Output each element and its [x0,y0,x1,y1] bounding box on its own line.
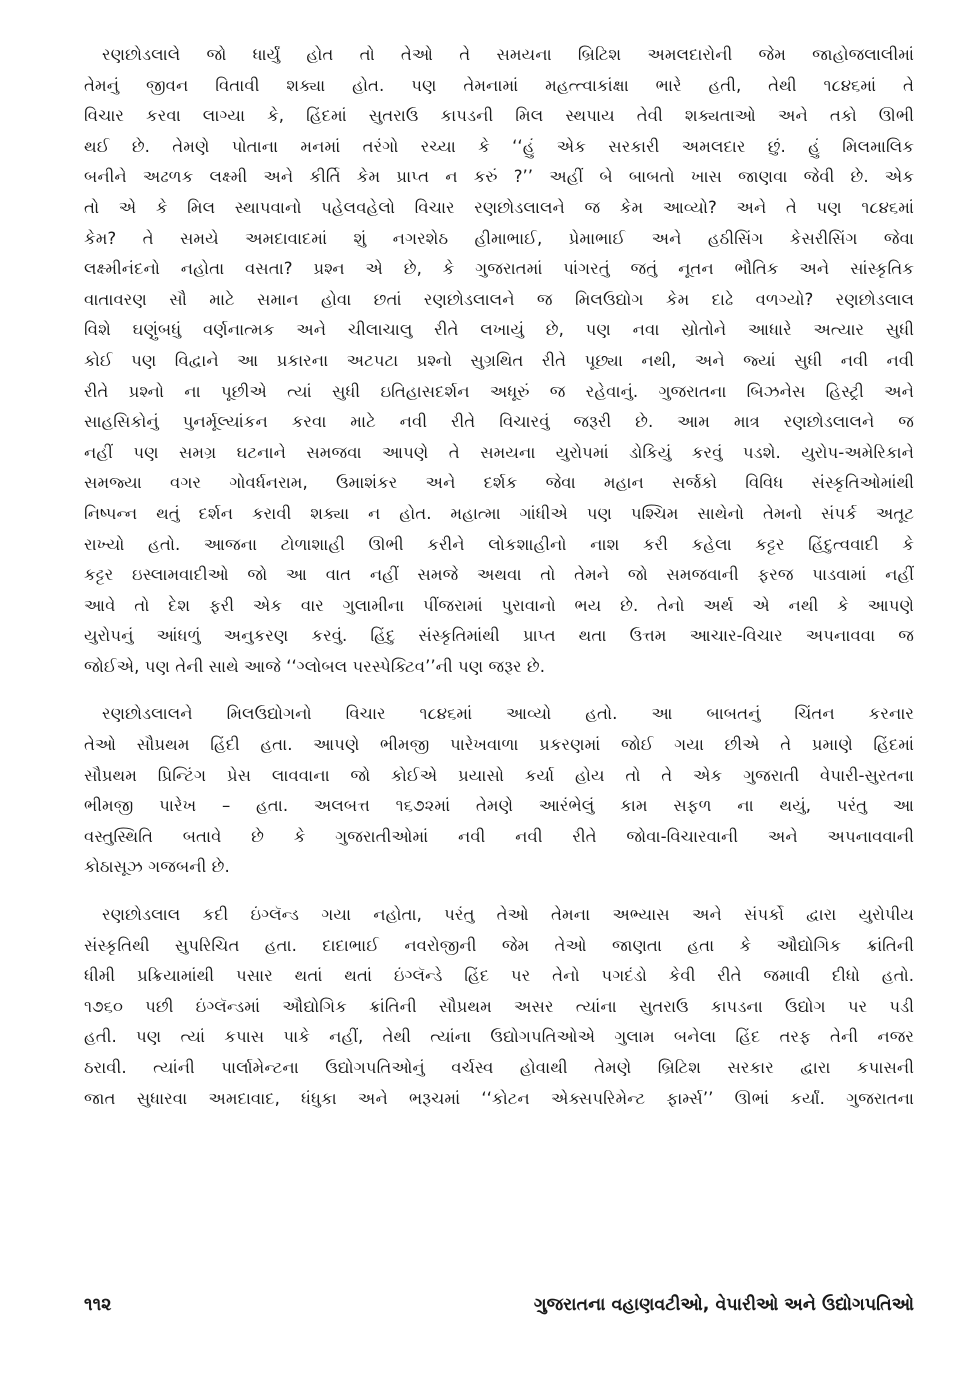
text-line: કોઠાસૂઝ ગજબની છે. [84,857,230,877]
text-line: થઈ છે. તેમણે પોતાના મનમાં તરંગો રચ્યા કે ‘‘હું એક સરકારી અમલદાર છું. હું મિલમાલિક [84,136,914,156]
text-line: નિષ્પન્ન થતું દર્શન કરાવી શક્યા ન હોત. મહાત્મા ગાંધીએ પણ પશ્ચિમ સાથેનો તેમનો સંપર્ક અતૂટ [84,503,914,523]
text-line: નહીં પણ સમગ્ર ઘટનાને સમજવા આપણે તે સમયના યુરોપમાં ડોકિયું કરવું પડશે. યુરોપ-અમેરિકાને [84,442,914,462]
paragraph-2 [84,699,914,883]
text-line: ભીમજી પારેખ – હતા. અલબત્ત ૧૬૭૨માં તેમણે આરંભેલું કામ સફળ ના થયું, પરંતુ આ [84,796,914,816]
text-line: આવે તો દેશ ફરી એક વાર ગુલામીના પીંજરામાં પુરાવાનો ભય છે. તેનો અર્થ એ નથી કે આપણે [84,595,914,615]
paragraph-gap [84,883,914,900]
text-line: રણછોડલાલને મિલઉદ્યોગનો વિચાર ૧૮૪૬માં આવ્યો હતો. આ બાબતનું ચિંતન કરનાર [102,704,914,724]
text-line: વસ્તુસ્થિતિ બતાવે છે કે ગુજરાતીઓમાં નવી નવી રીતે જોવા-વિચારવાની અને અપનાવવાની [84,826,914,846]
text-line: રીતે પ્રશ્નો ના પૂછીએ ત્યાં સુધી ઇતિહાસદર્શન અધૂરું જ રહેવાનું. ગુજરાતના બિઝનેસ હિસ્ટ્રી અને [84,381,914,401]
page-footer [84,1287,914,1323]
text-line: રણછોડલાલ કદી ઇંગ્લૅન્ડ ગયા નહોતા, પરંતુ તેઓ તેમના અભ્યાસ અને સંપર્કો દ્વારા યુરોપીય [102,905,914,925]
body-text [84,40,914,1114]
text-line: સાહસિકોનું પુનર્મૂલ્યાંકન કરવા માટે નવી રીતે વિચારવું જરૂરી છે. આમ માત્ર રણછોડલાલને જ [84,412,914,432]
text-line: વિશે ઘણુંબધું વર્ણનાત્મક અને ચીલાચાલુ રીતે લખાયું છે, પણ નવા સ્રોતોને આધારે અત્યાર સુધી [84,320,914,340]
text-line: તો એ કે મિલ સ્થાપવાનો પહેલવહેલો વિચાર રણછોડલાલને જ કેમ આવ્યો? અને તે પણ ૧૮૪૬માં [84,197,914,217]
text-line: સંસ્કૃતિથી સુપરિચિત હતા. દાદાભાઈ નવરોજીની જેમ તેઓ જાણતા હતા કે ઔદ્યોગિક ક્રાંતિની [84,935,914,955]
text-line: કટ્ટર ઇસ્લામવાદીઓ જો આ વાત નહીં સમજે અથવા તો તેમને જો સમજવાની ફરજ પાડવામાં નહીં [84,565,914,585]
text-line: લક્ષ્મીનંદનો નહોતા વસતા? પ્રશ્ન એ છે, કે ગુજરાતમાં પાંગરતું જતું નૂતન ભૌતિક અને સાંસ્કૃતિક [84,259,914,279]
text-line: જાત સુધારવા અમદાવાદ, ધંધુકા અને ભરૂચમાં ‘‘કોટન એક્સપરિમેન્ટ ફાર્મ્સ’’ ઊભાં કર્યાં. ગુજરાતના [84,1088,914,1108]
text-line: જોઈએ, પણ તેની સાથે આજે ‘‘ગ્લોબલ પરસ્પેક્ટિવ’’ની પણ જરૂર છે. [84,656,545,676]
text-line: યુરોપનું આંધળું અનુકરણ કરવું. હિંદુ સંસ્કૃતિમાંથી પ્રાપ્ત થતા ઉત્તમ આચાર-વિચાર અપનાવવા જ [84,626,914,646]
text-line: સૌપ્રથમ પ્રિન્ટિંગ પ્રેસ લાવવાના જો કોઈએ પ્રયાસો કર્યા હોય તો તે એક ગુજરાતી વેપારી-સુરતના [84,765,914,785]
text-line: કેમ? તે સમયે અમદાવાદમાં શું નગરશેઠ હીમાભાઈ, પ્રેમાભાઈ અને હઠીસિંગ કેસરીસિંગ જેવા [84,228,914,248]
text-line: સમજ્યા વગર ગોવર્ધનરામ, ઉમાશંકર અને દર્શક જેવા મહાન સર્જકો વિવિધ સંસ્કૃતિઓમાંથી [84,473,914,493]
paragraph-3 [84,900,914,1114]
text-line: કોઈ પણ વિદ્વાને આ પ્રકારના અટપટા પ્રશ્નો સુગ્રથિત રીતે પૂછ્યા નથી, અને જ્યાં સુધી નવી નવી [84,350,914,370]
text-line: રાખ્યો હતો. આજના ટોળાશાહી ઊભી કરીને લોકશાહીનો નાશ કરી કહેલા કટ્ટર હિંદુત્વવાદી કે [84,534,914,554]
paragraph-gap [84,682,914,699]
text-line: ધીમી પ્રક્રિયામાંથી પસાર થતાં થતાં ઇંગ્લૅન્ડે હિંદ પર તેનો પગદંડો કેવી રીતે જમાવી દીધો હતો. [84,966,914,986]
text-line: વાતાવરણ સૌ માટે સમાન હોવા છતાં રણછોડલાલને જ મિલઉદ્યોગ કેમ દાઢે વળગ્યો? રણછોડલાલ [84,289,914,309]
text-line: વિચાર કરવા લાગ્યા કે, હિંદમાં સુતરાઉ કાપડની મિલ સ્થપાય તેવી શક્યતાઓ અને તકો ઊભી [84,106,914,126]
running-book-title: ગુજરાતના વહાણવટીઓ, વેપારીઓ અને ઉદ્યોગપતિઓ [533,1295,914,1315]
text-line: હતી. પણ ત્યાં કપાસ પાકે નહીં, તેથી ત્યાંના ઉદ્યોગપતિઓએ ગુલામ બનેલા હિંદ તરફ તેની નજર [84,1027,914,1047]
text-line: રણછોડલાલે જો ધાર્યું હોત તો તેઓ તે સમયના બ્રિટિશ અમલદારોની જેમ જાહોજલાલીમાં [102,45,914,64]
text-line: તેઓ સૌપ્રથમ હિંદી હતા. આપણે ભીમજી પારેખવાળા પ્રકરણમાં જોઈ ગયા છીએ તે પ્રમાણે હિંદમાં [84,735,914,755]
text-line: ઠરાવી. ત્યાંની પાર્લામેન્ટના ઉદ્યોગપતિઓનું વર્ચસ્વ હોવાથી તેમણે બ્રિટિશ સરકાર દ્વારા કપાસની [84,1058,914,1077]
text-line: ૧૭૬૦ પછી ઇંગ્લૅન્ડમાં ઔદ્યોગિક ક્રાંતિની સૌપ્રથમ અસર ત્યાંના સુતરાઉ કાપડના ઉદ્યોગ પર પડી [84,996,914,1016]
page-number: ૧૧૨ [84,1295,112,1315]
text-line: બનીને અઢળક લક્ષ્મી અને કીર્તિ કેમ પ્રાપ્ત ન કરું ?’’ અહીં બે બાબતો ખાસ જાણવા જેવી છે. એક [84,167,914,187]
paragraph-1 [84,40,914,682]
text-line: તેમનું જીવન વિતાવી શક્યા હોત. પણ તેમનામાં મહત્ત્વાકાંક્ષા ભારે હતી, તેથી ૧૮૪૬માં તે [84,75,914,95]
